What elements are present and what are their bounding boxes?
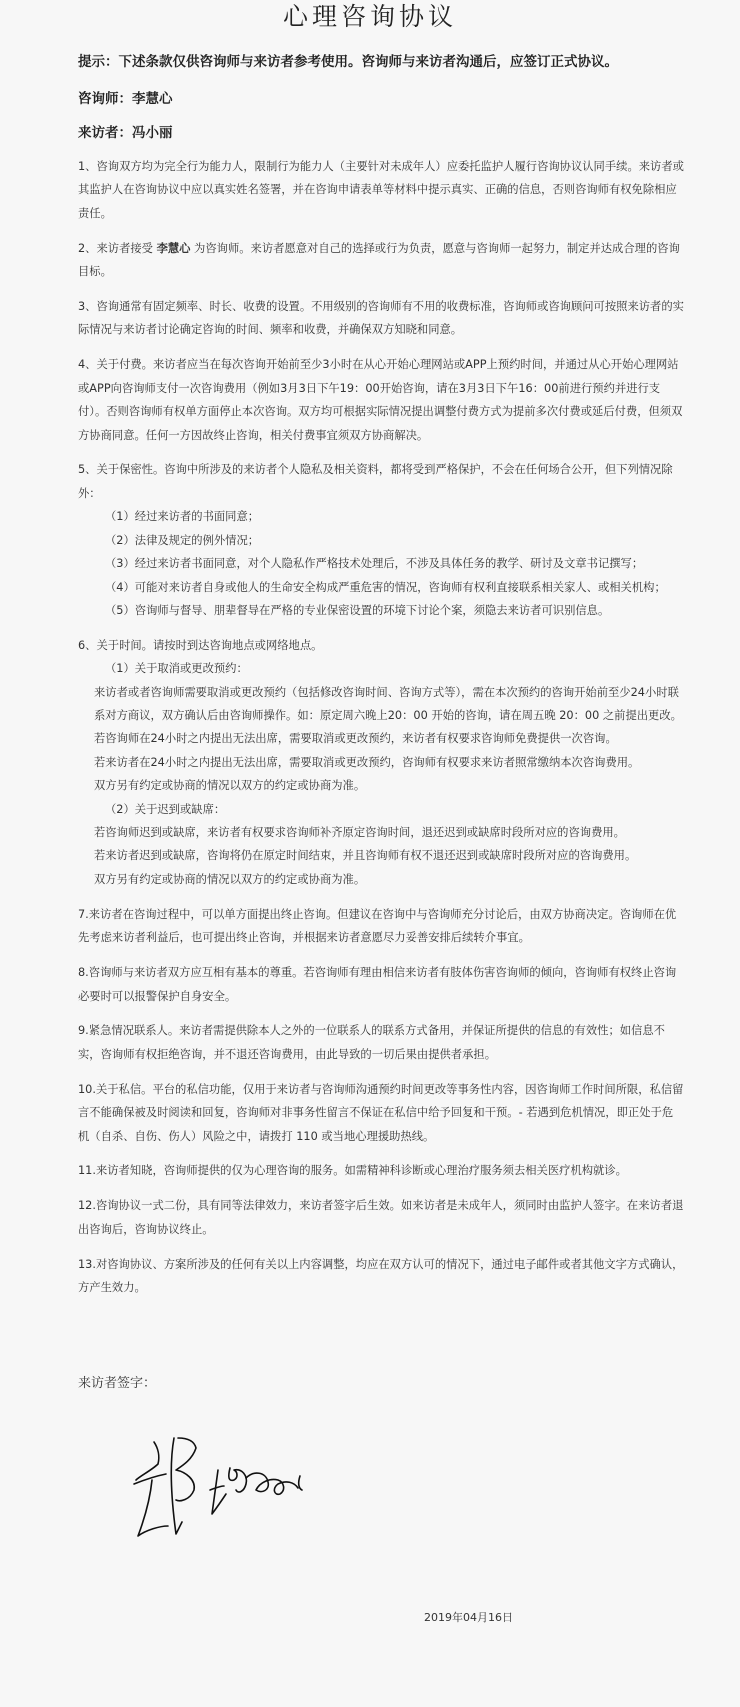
clause-7: 7.来访者在咨询过程中，可以单方面提出终止咨询。但建议在咨询中与咨询师充分讨论后，由双方协商决定。咨询师在优先考虑来访者利益后，也可提出终止咨询，并根据来访者意愿尽力妥善安排后续转介事宜。 <box>78 907 677 945</box>
clause-2-pre: 2、来访者接受 <box>78 241 157 255</box>
clause-5-item: （2）法律及规定的例外情况； <box>105 533 260 547</box>
clause-5-intro: 5、关于保密性。咨询中所涉及的来访者个人隐私及相关资料，都将受到严格保护，不会在任何场合公开，但下列情况除外： <box>78 463 673 500</box>
clause-6-2-para: 若咨询师迟到或缺席，来访者有权要求咨询师补齐原定咨询时间，退还迟到或缺席时段所对应的咨询费用。 <box>94 826 625 840</box>
clause-4: 4、关于付费。来访者应当在每次咨询开始前至少3小时在从心开始心理网站或APP上预约时间，并通过从心开始心理网站或APP向咨询师支付一次咨询费用（例如3月3日下午19：00开始咨询，请在3月3日下午16：00前进行预约并进行支付）。否则咨询师有权单方面停止本次咨询。双方均可根据实际情况提出调整付费方式为提前多次付费或延后付费，但须双方协商同意。任何一方因故终止咨询，相关付费事宜须双方协商解决。 <box>78 358 683 442</box>
clause-2 <box>78 237 684 284</box>
clause-6-intro: 6、关于时间。请按时到达咨询地点或网络地点。 <box>78 638 323 652</box>
clause-2-post: 为咨询师。来访者愿意对自己的选择或行为负责，愿意与咨询师一起努力，制定并达成合理的咨询目标。 <box>78 241 680 279</box>
clause-9: 9.紧急情况联系人。来访者需提供除本人之外的一位联系人的联系方式备用，并保证所提供的信息的有效性；如信息不实，咨询师有权拒绝咨询，并不退还咨询费用，由此导致的一切后果由提供者承担。 <box>78 1024 665 1061</box>
counselor-label: 咨询师： <box>78 91 132 107</box>
signature-label: 来访者签字： <box>78 1376 157 1391</box>
handwritten-signature <box>130 1430 330 1550</box>
clause-6-1-para: 若咨询师在24小时之内提出无法出席，需要取消或更改预约，来访者有权要求咨询师免费提供一次咨询。 <box>94 732 617 746</box>
tip-note: 提示：下述条款仅供咨询师与来访者参考使用。咨询师与来访者沟通后，应签订正式协议。 <box>78 54 618 70</box>
clause-6-1-heading: （1）关于取消或更改预约： <box>105 662 248 676</box>
clause-5-item: （3）经过来访者书面同意，对个人隐私作严格技术处理后，不涉及具体任务的教学、研讨及文章书记撰写； <box>105 557 644 571</box>
clause-5-item: （1）经过来访者的书面同意； <box>105 510 260 524</box>
clause-11: 11.来访者知晓，咨询师提供的仅为心理咨询的服务。如需精神科诊断或心理治疗服务须去相关医疗机构就诊。 <box>78 1164 627 1178</box>
agreement-date: 2019年04月16日 <box>424 1611 513 1624</box>
clause-5-item: （4）可能对来访者自身或他人的生命安全构成严重危害的情况，咨询师有权利直接联系相关家人、或相关机构； <box>105 580 666 594</box>
document-title: 心理咨询协议 <box>282 2 457 31</box>
clause-6-1-para: 若来访者在24小时之内提出无法出席，需要取消或更改预约，咨询师有权要求来访者照常缴纳本次咨询费用。 <box>94 755 640 769</box>
clause-6-2-para: 若来访者迟到或缺席，咨询将仍在原定时间结束，并且咨询师有权不退还迟到或缺席时段所对应的咨询费用。 <box>94 849 637 863</box>
visitor-name: 冯小丽 <box>132 125 173 141</box>
clause-6 <box>78 634 684 891</box>
clause-8: 8.咨询师与来访者双方应互相有基本的尊重。若咨询师有理由相信来访者有肢体伤害咨询师的倾向，咨询师有权终止咨询必要时可以报警保护自身安全。 <box>78 966 677 1003</box>
clause-3: 3、咨询通常有固定频率、时长、收费的设置。不用级别的咨询师有不用的收费标准，咨询师或咨询顾问可按照来访者的实际情况与来访者讨论确定咨询的时间、频率和收费，并确保双方知晓和同意。 <box>78 300 684 337</box>
clause-6-2-para: 双方另有约定或协商的情况以双方的约定或协商为准。 <box>94 872 366 886</box>
visitor-label: 来访者： <box>78 125 132 141</box>
clause-10: 10.关于私信。平台的私信功能，仅用于来访者与咨询师沟通预约时间更改等事务性内容，因咨询师工作时间所限，私信留言不能确保被及时阅读和回复，咨询师对非事务性留言不保证在私信中给予回复和干预。- 若遇到危机情况，即正处于危机（自杀、自伤、伤人）风险之中，请拨打 110 或当地心理援助热线。 <box>78 1082 684 1143</box>
visitor-line <box>78 121 173 141</box>
clause-13: 13.对咨询协议、方案所涉及的任何有关以上内容调整，均应在双方认可的情况下，通过电子邮件或者其他文字方式确认，方产生效力。 <box>78 1257 684 1295</box>
counselor-line <box>78 87 173 107</box>
clause-5-item: （5）咨询师与督导、朋辈督导在严格的专业保密设置的环境下讨论个案，须隐去来访者可识别信息。 <box>105 603 610 617</box>
clause-12: 12.咨询协议一式二份，具有同等法律效力，来访者签字后生效。如来访者是未成年人，须同时由监护人签字。在来访者退出咨询后，咨询协议终止。 <box>78 1199 684 1236</box>
clause-2-counselor-name: 李慧心 <box>156 241 191 255</box>
clause-6-2-heading: （2）关于迟到或缺席： <box>105 802 226 816</box>
clause-6-1-para: 来访者或者咨询师需要取消或更改预约（包括修改咨询时间、咨询方式等），需在本次预约的咨询开始前至少24小时联系对方商议，双方确认后由咨询师操作。如：原定周六晚上20：00 开始的咨询，请在周五晚 20：00 之前提出更改。 <box>94 685 682 723</box>
clause-5 <box>78 458 684 622</box>
counselor-name: 李慧心 <box>132 91 173 107</box>
clauses-body <box>78 155 684 1311</box>
clause-6-1-para: 双方另有约定或协商的情况以双方的约定或协商为准。 <box>94 779 366 793</box>
clause-1: 1、咨询双方均为完全行为能力人，限制行为能力人（主要针对未成年人）应委托监护人履行咨询协议认同手续。来访者或其监护人在咨询协议中应以真实姓名签署，并在咨询申请表单等材料中提示真实、正确的信息，否则咨询师有权免除相应责任。 <box>78 160 684 220</box>
